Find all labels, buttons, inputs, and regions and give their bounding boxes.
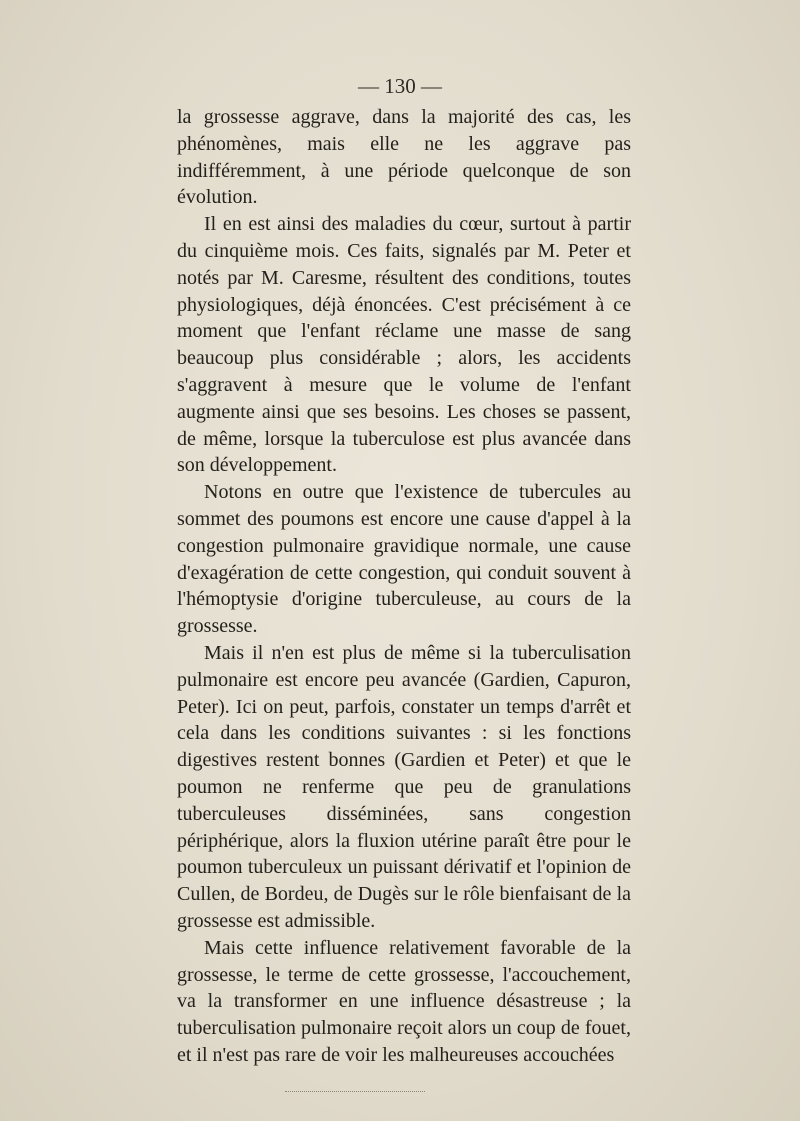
paragraph: la grossesse aggrave, dans la majorité des cas, les phénomènes, mais elle ne les aggrave pas indifféremment, à une période quelconque de son évolution. — [177, 106, 631, 209]
paragraph: Mais il n'en est plus de même si la tuberculisation pulmonaire est encore peu avancée (Gardien, Capuron, Peter). Ici on peut, parfois, constater un temps d'arrêt et cela dans les conditions suivantes : si les fonctions digestives restent bonnes (Gardien et Peter) et que le poumon ne renferme que peu de granulations tuberculeuses disséminées, sans congestion périphérique, alors la fluxion utérine paraît être pour le poumon tuberculeux un puissant dérivatif et l'opinion de Cullen, de Bordeu, de Dugès sur le rôle bienfaisant de la grossesse est admissible. — [177, 641, 631, 932]
paragraph: Notons en outre que l'existence de tubercules au sommet des poumons est encore une cause d'appel à la congestion pulmonaire gravidique normale, une cause d'exagération de cette congestion, qui conduit souvent à l'hémoptysie d'origine tuberculeuse, au cours de la grossesse. — [177, 481, 631, 638]
paragraph: Mais cette influence relativement favorable de la grossesse, le terme de cette grossesse, l'accouchement, va la transformer en une influence désastreuse ; la tuberculisation pulmonaire reçoit alors un coup de fouet, et il n'est pas rare de voir les malheureuses accouchées — [177, 936, 631, 1066]
page-smudge — [285, 1091, 425, 1095]
page-number: — 130 — — [358, 74, 442, 98]
body-text — [177, 104, 631, 1069]
paragraph: Il en est ainsi des maladies du cœur, surtout à partir du cinquième mois. Ces faits, signalés par M. Peter et notés par M. Caresme, résultent des conditions, toutes physiologiques, déjà énoncées. C'est précisément à ce moment que l'enfant réclame une masse de sang beaucoup plus considérable ; alors, les accidents s'aggravent à mesure que le volume de l'enfant augmente ainsi que ses besoins. Les choses se passent, de même, lorsque la tuberculose est plus avancée dans son développement. — [177, 213, 631, 477]
